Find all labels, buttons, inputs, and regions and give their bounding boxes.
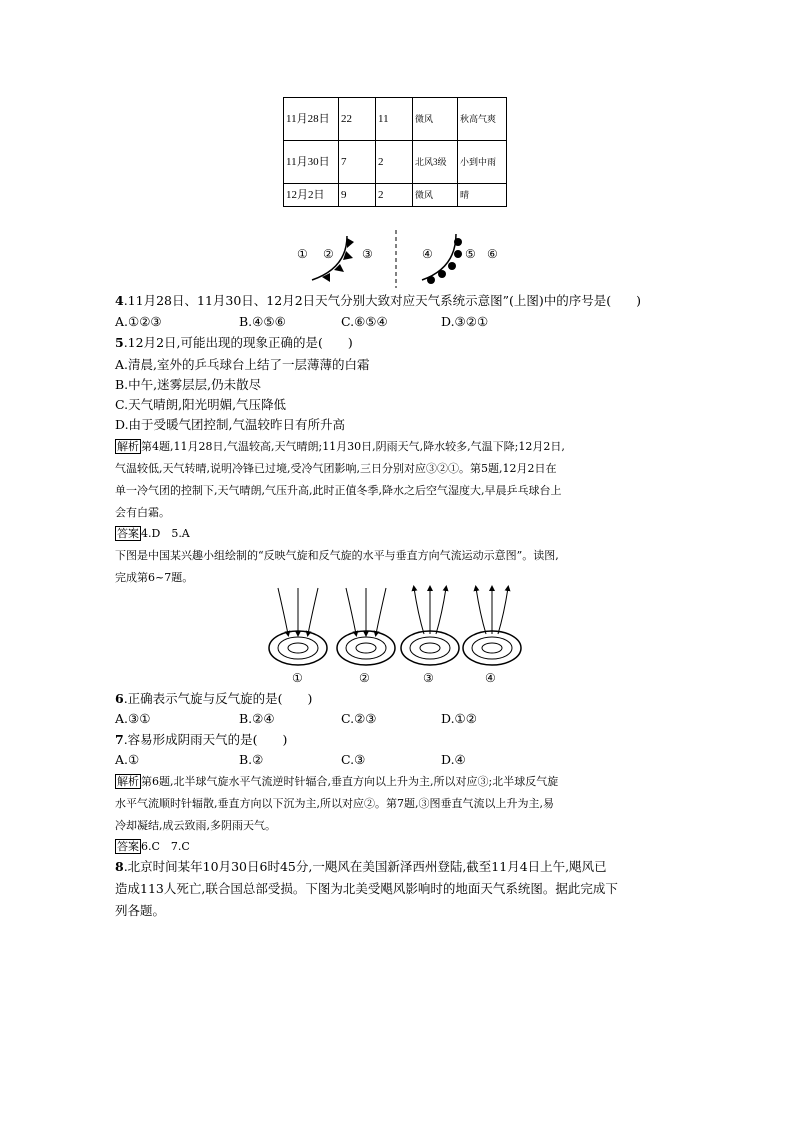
weather-cell: 秋高气爽 bbox=[458, 98, 507, 141]
wind-cell: 微风 bbox=[413, 98, 458, 141]
q7-option-a[interactable]: A.① bbox=[115, 752, 140, 767]
high-temp-cell: 22 bbox=[339, 98, 376, 141]
analysis-2-line-2: 水平气流顺时针辐散,垂直方向以下沉为主,所以对应②。第7题,③图垂直气流以上升为主,易 bbox=[115, 797, 554, 810]
q5-option-b[interactable]: B.中午,迷雾层层,仍未散尽 bbox=[115, 377, 262, 392]
diagram-label-1: ① bbox=[292, 671, 303, 685]
front-system-diagram bbox=[290, 228, 510, 290]
q4-option-a[interactable]: A.①②③ bbox=[115, 314, 162, 329]
answer-2: 答案 6.C 7.C bbox=[117, 840, 190, 853]
cyclone-anticyclone-diagram bbox=[268, 584, 538, 686]
analysis-1-line-2: 气温较低,天气转晴,说明冷锋已过境,受冷气团影响,三日分别对应③②①。第5题,12月2日在 bbox=[115, 462, 557, 475]
wind-cell: 北风3级 bbox=[413, 141, 458, 184]
weather-table bbox=[283, 97, 507, 207]
question-8-line-1: 8.北京时间某年10月30日6时45分,一飓风在美国新泽西州登陆,截至11月4日上午,飓风已 bbox=[115, 859, 607, 874]
diagram-unit-1 bbox=[269, 588, 327, 665]
q5-option-c[interactable]: C.天气晴朗,阳光明媚,气压降低 bbox=[115, 397, 287, 412]
q5-option-d[interactable]: D.由于受暖气团控制,气温较昨日有所升高 bbox=[115, 417, 346, 432]
analysis-2-line-1: 解析 第6题,北半球气旋水平气流逆时针辐合,垂直方向以上升为主,所以对应③;北半球反气旋 bbox=[117, 775, 559, 788]
q7-option-d[interactable]: D.④ bbox=[441, 752, 466, 767]
q6-option-b[interactable]: B.②④ bbox=[239, 711, 275, 726]
question-6: 6.正确表示气旋与反气旋的是( ) bbox=[115, 691, 313, 706]
analysis-2-line-3: 冷却凝结,成云致雨,多阴雨天气。 bbox=[115, 819, 276, 832]
date-cell: 12月2日 bbox=[284, 184, 339, 207]
high-temp-cell: 7 bbox=[339, 141, 376, 184]
analysis-1-line-1: 解析 第4题,11月28日,气温较高,天气晴朗;11月30日,阴雨天气,降水较多,气温下降;12月2日, bbox=[117, 440, 565, 453]
q4-option-c[interactable]: C.⑥⑤④ bbox=[341, 314, 388, 329]
question-8-line-2: 造成113人死亡,联合国总部受损。下图为北美受飓风影响时的地面天气系统图。据此完成下 bbox=[115, 881, 618, 896]
analysis-label: 解析 bbox=[117, 440, 139, 453]
low-temp-cell: 2 bbox=[376, 141, 413, 184]
intro-6-7-line-2: 完成第6~7题。 bbox=[115, 571, 194, 584]
front-label-5: ⑤ bbox=[465, 247, 476, 261]
q4-option-b[interactable]: B.④⑤⑥ bbox=[239, 314, 286, 329]
diagram-label-3: ③ bbox=[423, 671, 434, 685]
answer-label: 答案 bbox=[117, 840, 139, 853]
date-cell: 11月28日 bbox=[284, 98, 339, 141]
table-row bbox=[284, 98, 507, 141]
answer-label: 答案 bbox=[117, 527, 139, 540]
front-label-4: ④ bbox=[422, 247, 433, 261]
question-5: 5.12月2日,可能出现的现象正确的是( ) bbox=[115, 335, 353, 350]
q7-option-c[interactable]: C.③ bbox=[341, 752, 366, 767]
q6-option-c[interactable]: C.②③ bbox=[341, 711, 377, 726]
question-4: 4.11月28日、11月30日、12月2日天气分别大致对应天气系统示意图”(上图)中的序号是( ) bbox=[115, 293, 642, 308]
analysis-1-line-4: 会有白霜。 bbox=[115, 506, 170, 519]
high-temp-cell: 9 bbox=[339, 184, 376, 207]
front-label-1: ① bbox=[297, 247, 308, 261]
diagram-label-4: ④ bbox=[485, 671, 496, 685]
question-7: 7.容易形成阴雨天气的是( ) bbox=[115, 732, 288, 747]
table-row bbox=[284, 141, 507, 184]
q6-option-a[interactable]: A.③① bbox=[115, 711, 151, 726]
question-8-line-3: 列各题。 bbox=[115, 903, 166, 918]
low-temp-cell: 2 bbox=[376, 184, 413, 207]
analysis-label: 解析 bbox=[117, 775, 139, 788]
diagram-unit-4 bbox=[463, 588, 521, 665]
q6-option-d[interactable]: D.①② bbox=[441, 711, 477, 726]
q7-option-b[interactable]: B.② bbox=[239, 752, 264, 767]
q4-option-d[interactable]: D.③②① bbox=[441, 314, 489, 329]
intro-6-7-line-1: 下图是中国某兴趣小组绘制的“反映气旋和反气旋的水平与垂直方向气流运动示意图”。读图, bbox=[115, 549, 559, 562]
date-cell: 11月30日 bbox=[284, 141, 339, 184]
analysis-1-line-3: 单一冷气团的控制下,天气晴朗,气压升高,此时正值冬季,降水之后空气湿度大,早晨乒乓球台上 bbox=[115, 484, 562, 497]
front-label-3: ③ bbox=[362, 247, 373, 261]
front-label-6: ⑥ bbox=[487, 247, 498, 261]
table-row bbox=[284, 184, 507, 207]
low-temp-cell: 11 bbox=[376, 98, 413, 141]
front-label-2: ② bbox=[323, 247, 334, 261]
weather-cell: 小到中雨 bbox=[458, 141, 507, 184]
answer-1: 答案 4.D 5.A bbox=[117, 527, 190, 540]
diagram-unit-2 bbox=[337, 588, 395, 665]
wind-cell: 微风 bbox=[413, 184, 458, 207]
diagram-unit-3 bbox=[401, 588, 459, 665]
weather-cell: 晴 bbox=[458, 184, 507, 207]
q5-option-a[interactable]: A.清晨,室外的乒乓球台上结了一层薄薄的白霜 bbox=[115, 357, 370, 372]
diagram-label-2: ② bbox=[359, 671, 370, 685]
